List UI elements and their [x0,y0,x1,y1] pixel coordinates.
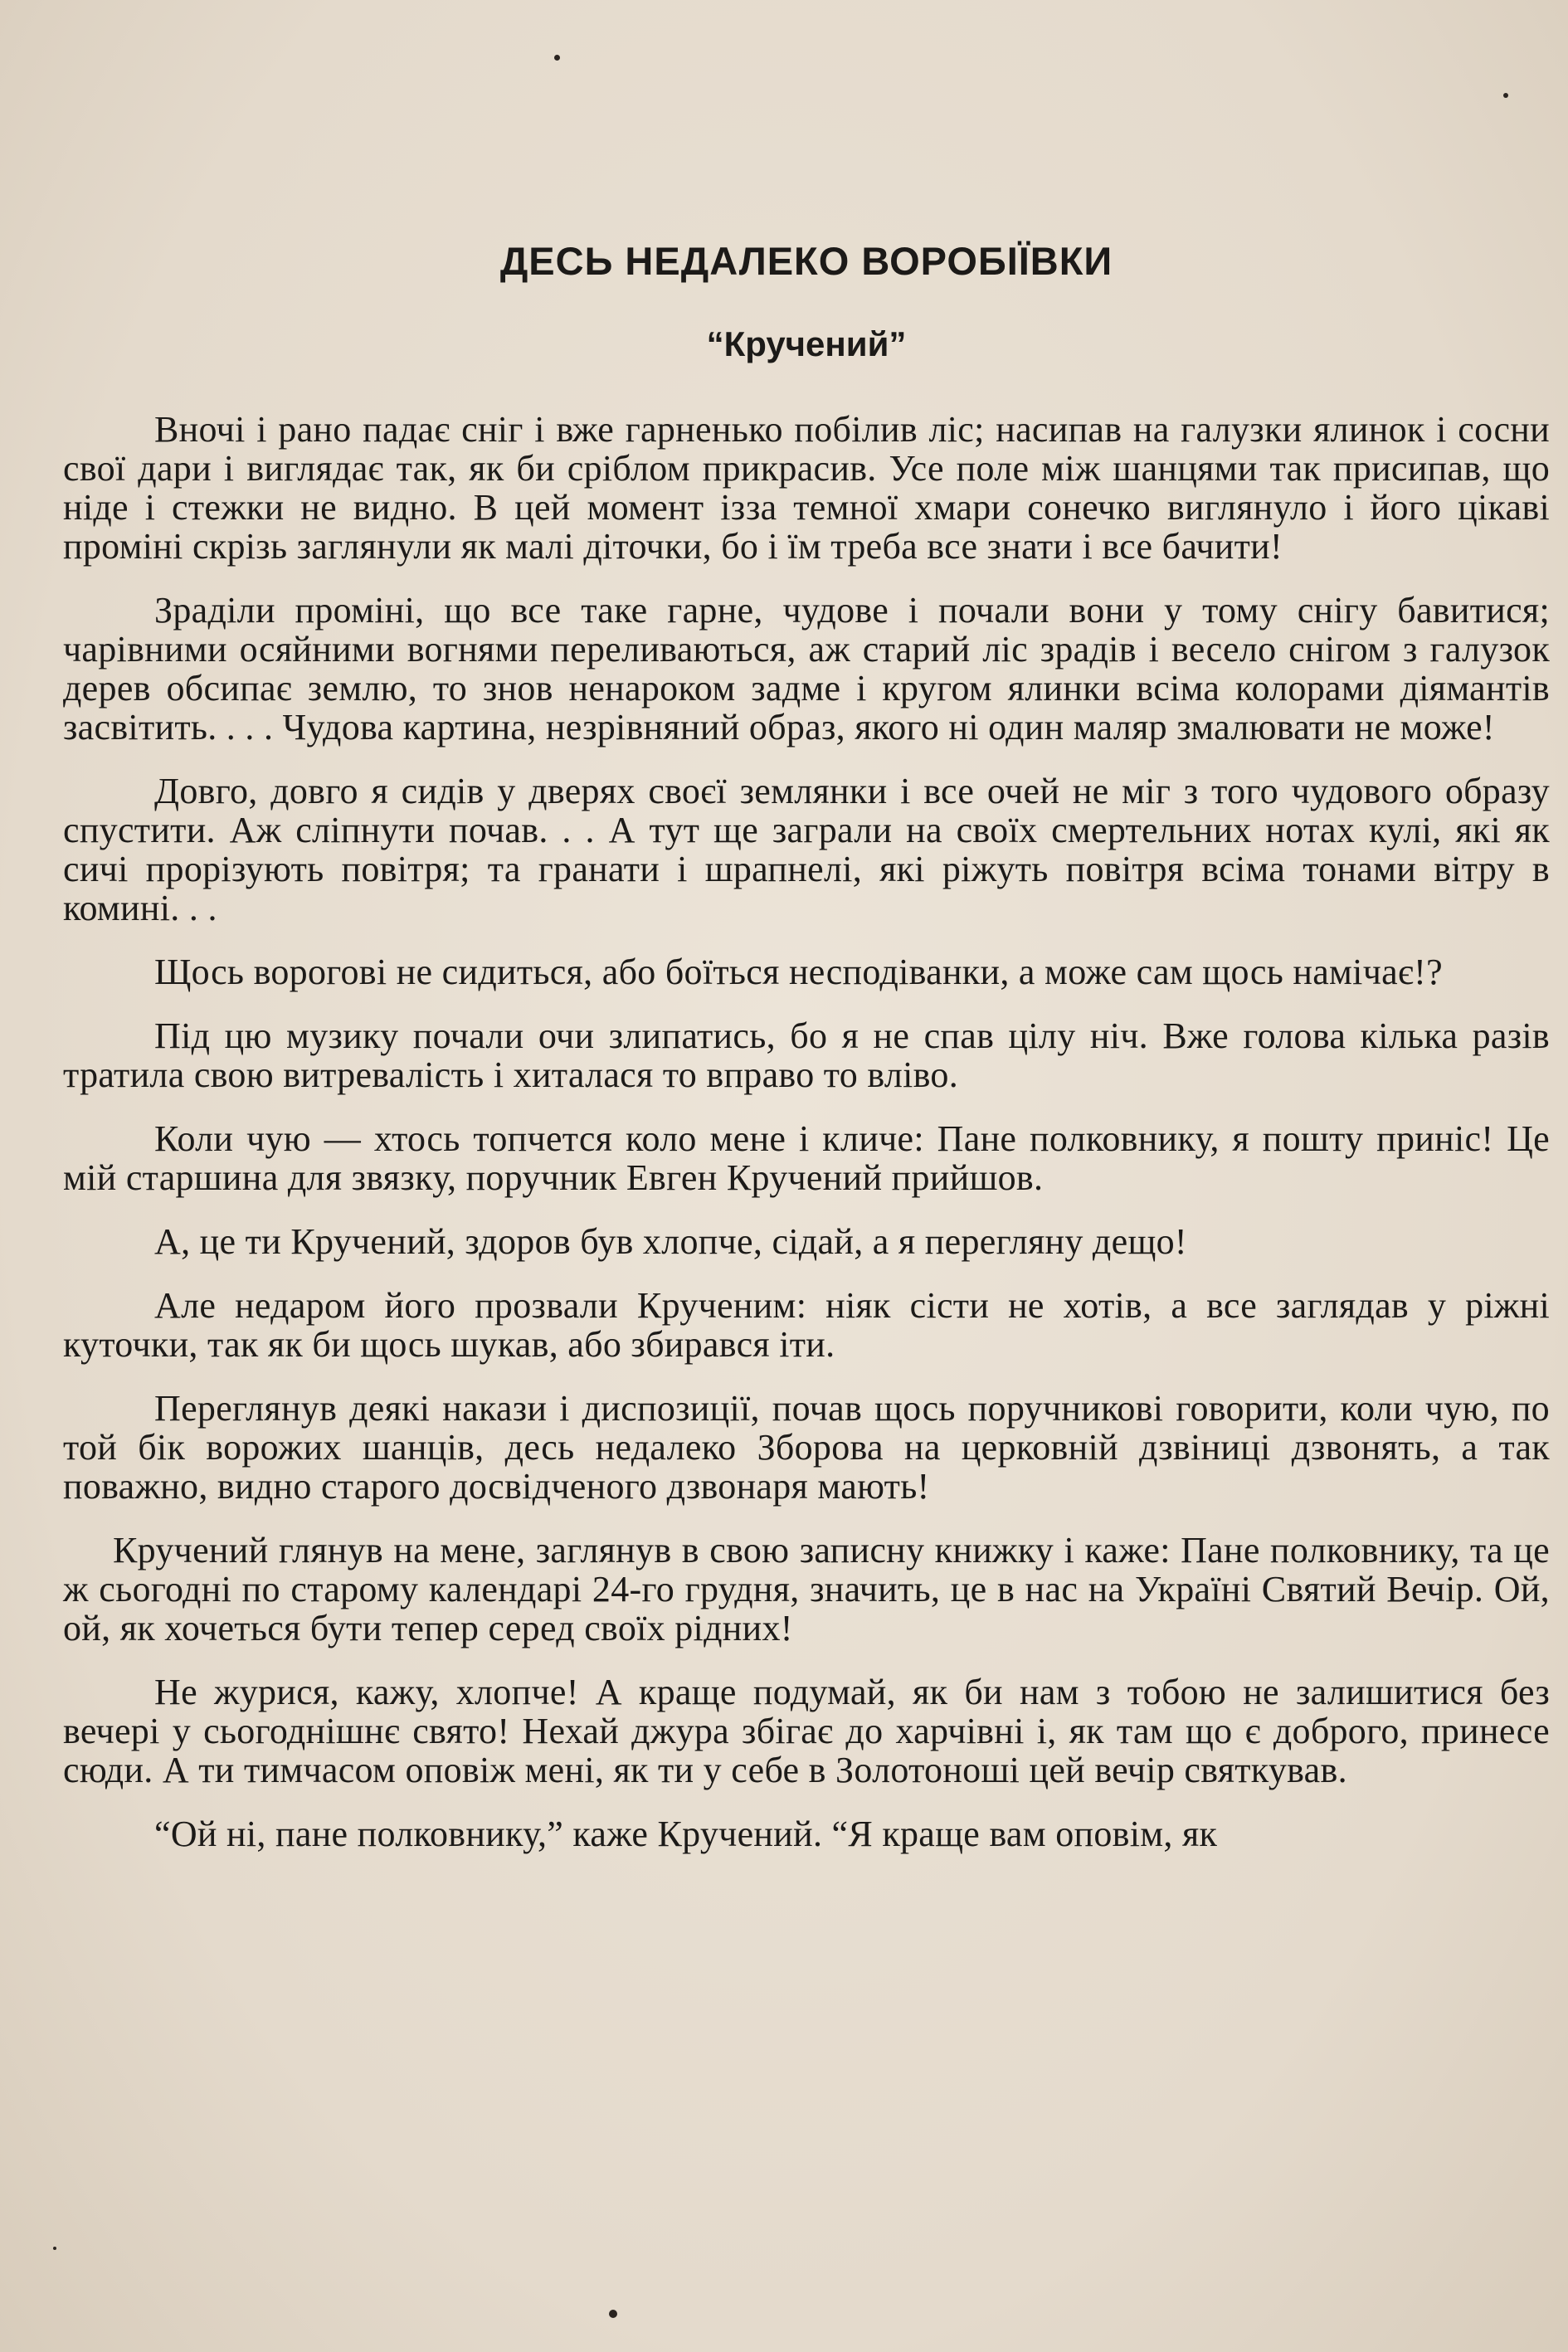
ink-dot-mark [609,2310,617,2318]
chapter-subtitle: “Кручений” [706,324,907,363]
paragraph: Зраділи проміні, що все таке гарне, чудове і почали вони у тому снігу бавитися; чарівними осяйними вогнями переливаються, аж старий ліс зрадів і весело снігом з галузок дерев обсипає землю, то знов ненароком задме і кругом ялинки всіма колорами діямантів засвітить. . . . Чудова картина, незрівняний образ, якого ні один маляр змалювати не може! [63,590,1550,747]
paragraph: Довго, довго я сидів у дверях своєї землянки і все очей не міг з того чудового образу спустити. Аж сліпнути почав. . . А тут ще заграли на своїх смертельних нотах кулі, які як сичі прорізують повітря; та гранати і шрапнелі, які ріжуть повітря всіма тонами вітру в комині. . . [63,771,1550,928]
text-body [63,410,1550,1853]
paragraph: А, це ти Кручений, здоров був хлопче, сідай, а я перегляну дещо! [154,1221,1187,1262]
paragraph: Переглянув деякі накази і диспозиції, почав щось поручникові говорити, коли чую, по той бік ворожих шанців, десь недалеко Зборова на церковній дзвіниці дзвонять, а так поважно, видно старого досвідченого дзвонаря мають! [63,1388,1550,1507]
ink-dot-mark [1503,93,1508,98]
ink-dot-mark [554,55,560,61]
ink-dot-mark [53,2247,56,2250]
page-content [63,217,1550,1878]
paragraph: Під цю музику почали очи злипатись, бо я не спав цілу ніч. Вже голова кілька разів тратила свою витревалість і хиталася то вправо то вліво. [63,1015,1550,1095]
paragraph: Але недаром його прозвали Крученим: ніяк сісти не хотів, а все заглядав у ріжні куточки, так як би щось шукав, або збирався іти. [63,1285,1550,1365]
chapter-title: ДЕСЬ НЕДАЛЕКО ВОРОБІЇВКИ [499,239,1113,283]
paragraph: “Ой ні, пане полковнику,” каже Кручений. “Я краще вам оповім, як [154,1814,1218,1854]
paragraph: Вночі і рано падає сніг і вже гарненько побілив ліс; насипав на галузки ялинок і сосни свої дари і виглядає так, як би сріблом прикрасив. Усе поле між шанцями так присипав, що ніде і стежки не видно. В цей момент ізза темної хмари сонечко виглянуло і його цікаві проміні скрізь заглянули як малі діточки, бо і їм треба все знати і все бачити! [63,409,1550,567]
paragraph: Щось ворогові не сидиться, або боїться несподіванки, а може сам щось намічає!? [154,952,1443,992]
paragraph: Не журися, кажу, хлопче! А краще подумай, як би нам з тобою не залишитися без вечері у сьогоднішнє свято! Нехай джура збігає до харчівні і, як там що є доброго, принесе сюди. А ти тимчасом оповіж мені, як ти у себе в Золотоноші цей вечір святкував. [63,1672,1550,1790]
paragraph: Коли чую — хтось топчется коло мене і кличе: Пане полковнику, я пошту приніс! Це мій старшина для звязку, поручник Евген Кручений прийшов. [63,1118,1550,1198]
paragraph: Кручений глянув на мене, заглянув в свою записну книжку і каже: Пане полковнику, та це ж сьогодні по старому календарі 24-го грудня, значить, це в нас на Україні Святий Вечір. Ой, ой, як хочеться бути тепер серед своїх рідних! [63,1530,1550,1648]
